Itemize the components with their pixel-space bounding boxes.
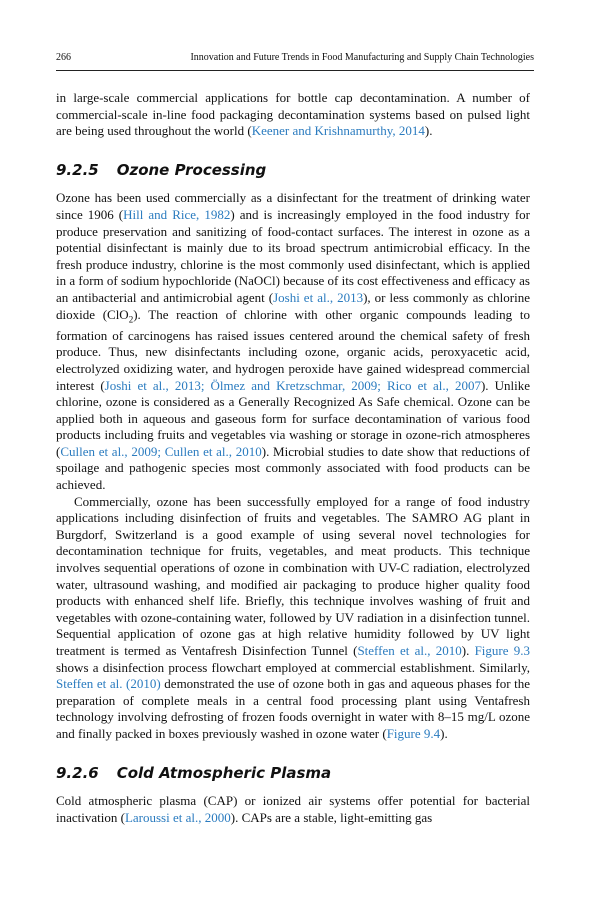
figure-link[interactable]: Figure 9.4 [386,725,441,741]
citation-link[interactable]: Hill and Rice, 1982 [123,206,231,222]
running-title: Innovation and Future Trends in Food Manufacturing and Supply Chain Technologies [190,52,534,63]
running-head [56,52,534,63]
intro-paragraph: in large-scale commercial applications for bottle cap decontamination. A number of commercial-scale in-line food packaging decontamination systems based on pulsed light are being used throughout the world (Keener and Krishnamurthy, 2014). [56,90,530,139]
ozone-paragraph-2: Commercially, ozone has been successfully employed for a range of food industry applications including disinfection of fruits and vegetables. The SAMRO AG plant in Burgdorf, Switzerland is a good example of using several novel technologies for decontamination technique for fruits, vegetables, and meat products. This technique involves sequential operations of ozone in combination with UV-C radiation, electrolyzed water, ultrasound washing, and modified air packaging to produce higher quality food products with enhanced shelf life. Briefly, this technique involves washing of fruit and vegetables with ozone-containing water, followed by UV radiation in a disinfection tunnel. Sequential application of ozone gas at high relative humidity followed by UV light treatment is termed as Ventafresh Disinfection Tunnel (Steffen et al., 2010). Figure 9.3 shows a disinfection process flowchart employed at commercial establishment. Similarly, Steffen et al. (2010) demonstrated the use of ozone both in gas and aqueous phases for the preparation of complete meals in a central food processing plant using Ventafresh technology involving defrosting of frozen foods overnight in water with 8–15 mg/L ozone and finally packed in boxes previously washed in ozone water (Figure 9.4). [56,493,530,741]
section-number: 9.2.6 [56,763,99,782]
citation-link[interactable]: Keener and Krishnamurthy, 2014 [251,123,425,139]
header-rule [56,70,534,71]
page-body [56,90,530,826]
citation-link[interactable]: Joshi et al., 2013; Ölmez and Kretzschmar, 2009; Rico et al., 2007 [104,377,481,393]
figure-link[interactable]: Figure 9.3 [474,643,530,658]
citation-link[interactable]: Laroussi et al., 2000 [124,809,231,825]
citation-link[interactable]: Cullen et al., 2009; Cullen et al., 2010 [60,443,262,459]
section-heading-plasma [56,765,530,782]
section-heading-ozone [56,162,530,179]
page-number: 266 [56,52,71,63]
ozone-paragraph-1: Ozone has been used commercially as a disinfectant for the treatment of drinking water since 1906 (Hill and Rice, 1982) and is increasingly employed in the food industry for produce preservation and sanitizing of food-contact surfaces. The interest in ozone as a potential disinfectant is mainly due to its broad spectrum antimicrobial efficacy. In the fresh produce industry, chlorine is the most commonly used disinfectant, which is applied in a form of sodium hypochloride (NaOCl) because of its cost effectiveness and efficacy as an antibacterial and antimicrobial agent (Joshi et al., 2013), or less commonly as chlorine dioxide (ClO$_2$). The reaction of chlorine with other organic compounds leading to formation of carcinogens has raised issues centered around the chemical safety of fresh produce. Thus, new disinfectants including ozone, organic acids, peroxyacetic acid, electrolyzed oxidizing water, and hydrogen peroxide have gained widespread commercial interest (Joshi et al., 2013; Ölmez and Kretzschmar, 2009; Rico et al., 2007). Unlike chlorine, ozone is considered as a Generally Recognized As Safe chemical. Ozone can be applied both in aqueous and gaseous form for surface decontamination of various food products including fruits and vegetables via washing or storage in ozone-rich atmospheres (Cullen et al., 2009; Cullen et al., 2010). Microbial studies to date show that reductions of spoilage and pathogenic species most commonly associated with food products can be achieved. [56,190,531,493]
section-title: Cold Atmospheric Plasma [116,763,332,782]
plasma-paragraph-1: Cold atmospheric plasma (CAP) or ionized air systems offer potential for bacterial inactivation (Laroussi et al., 2000). CAPs are a stable, light-emitting gas [56,793,530,825]
citation-link[interactable]: Joshi et al., 2013 [273,289,364,305]
section-number: 9.2.5 [56,160,99,179]
citation-link[interactable]: Steffen et al. (2010) [56,676,161,692]
section-title: Ozone Processing [116,160,267,179]
citation-link[interactable]: Steffen et al., 2010 [357,643,462,658]
